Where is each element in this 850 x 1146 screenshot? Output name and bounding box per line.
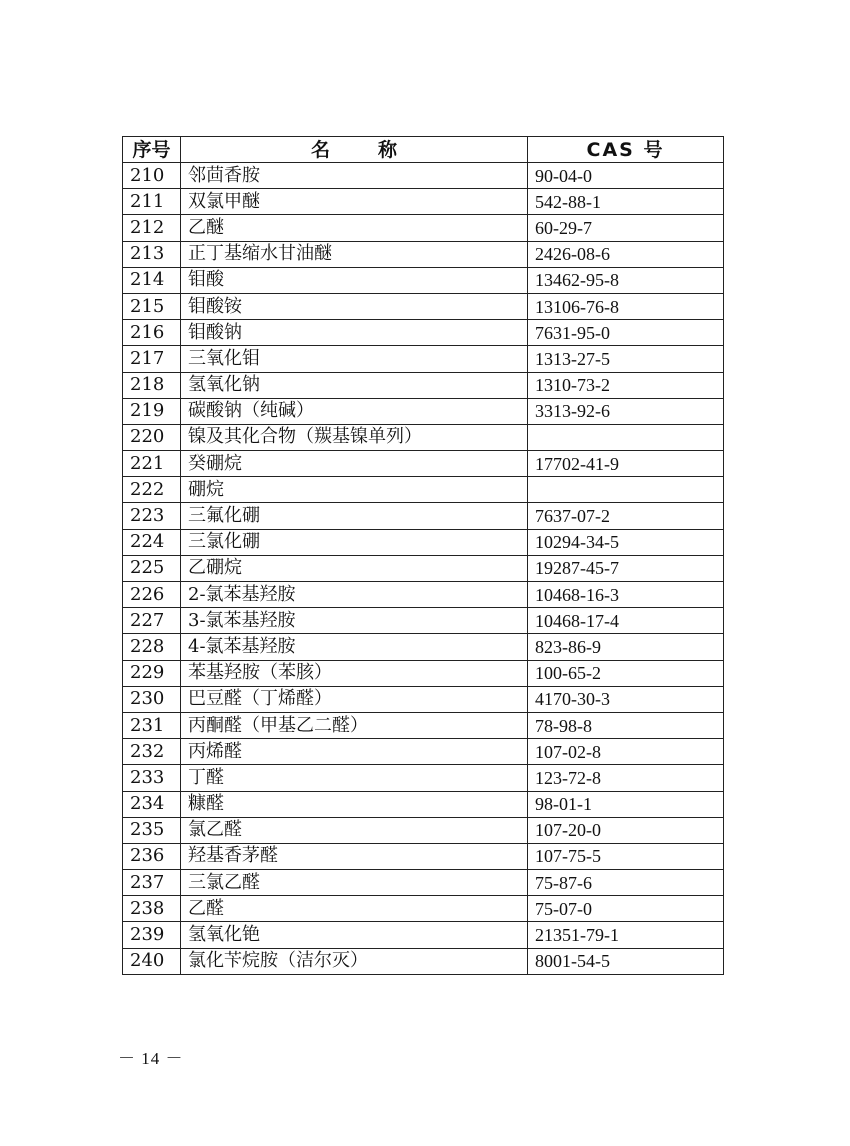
table-body <box>123 163 724 975</box>
chemical-name: 巴豆醛（丁烯醛） <box>181 686 528 712</box>
table-row <box>123 791 724 817</box>
row-number: 228 <box>123 634 181 660</box>
cas-number: 17702-41-9 <box>528 451 724 477</box>
table-row <box>123 477 724 503</box>
table-row <box>123 634 724 660</box>
chemical-name: 丙烯醛 <box>181 739 528 765</box>
cas-number: 98-01-1 <box>528 791 724 817</box>
chemical-name: 镍及其化合物（羰基镍单列） <box>181 424 528 450</box>
cas-number: 823-86-9 <box>528 634 724 660</box>
row-number: 238 <box>123 896 181 922</box>
chemical-name: 钼酸 <box>181 267 528 293</box>
table-header-row <box>123 137 724 163</box>
cas-number: 1313-27-5 <box>528 346 724 372</box>
chemical-name: 钼酸钠 <box>181 320 528 346</box>
cas-number: 1310-73-2 <box>528 372 724 398</box>
row-number: 223 <box>123 503 181 529</box>
cas-number: 21351-79-1 <box>528 922 724 948</box>
row-number: 220 <box>123 424 181 450</box>
row-number: 226 <box>123 582 181 608</box>
cas-number: 13106-76-8 <box>528 293 724 319</box>
row-number: 216 <box>123 320 181 346</box>
row-number: 219 <box>123 398 181 424</box>
table-row <box>123 817 724 843</box>
chemical-name: 正丁基缩水甘油醚 <box>181 241 528 267</box>
cas-number: 10468-16-3 <box>528 582 724 608</box>
row-number: 240 <box>123 948 181 974</box>
row-number: 230 <box>123 686 181 712</box>
cas-number: 60-29-7 <box>528 215 724 241</box>
table-row <box>123 503 724 529</box>
cas-number: 2426-08-6 <box>528 241 724 267</box>
cas-number: 8001-54-5 <box>528 948 724 974</box>
chemical-name: 钼酸铵 <box>181 293 528 319</box>
chemical-name: 丁醛 <box>181 765 528 791</box>
chemical-name: 丙酮醛（甲基乙二醛） <box>181 712 528 738</box>
header-name: 名称 <box>181 137 528 163</box>
table-row <box>123 712 724 738</box>
cas-number: 7631-95-0 <box>528 320 724 346</box>
table-row <box>123 215 724 241</box>
chemical-name: 氯乙醛 <box>181 817 528 843</box>
row-number: 231 <box>123 712 181 738</box>
chemical-table <box>122 136 724 975</box>
table-row <box>123 189 724 215</box>
header-no: 序号 <box>123 137 181 163</box>
table-row <box>123 765 724 791</box>
row-number: 217 <box>123 346 181 372</box>
row-number: 221 <box>123 451 181 477</box>
row-number: 229 <box>123 660 181 686</box>
cas-number: 90-04-0 <box>528 163 724 189</box>
table-row <box>123 372 724 398</box>
chemical-name: 三氟化硼 <box>181 503 528 529</box>
row-number: 224 <box>123 529 181 555</box>
chemical-name: 三氯乙醛 <box>181 870 528 896</box>
cas-number: 3313-92-6 <box>528 398 724 424</box>
row-number: 225 <box>123 555 181 581</box>
row-number: 211 <box>123 189 181 215</box>
chemical-name: 氢氧化铯 <box>181 922 528 948</box>
cas-number: 107-20-0 <box>528 817 724 843</box>
table-row <box>123 529 724 555</box>
chemical-name: 糠醛 <box>181 791 528 817</box>
chemical-name: 乙硼烷 <box>181 555 528 581</box>
page-number: － 14 － <box>118 1049 184 1068</box>
row-number: 236 <box>123 843 181 869</box>
cas-number: 78-98-8 <box>528 712 724 738</box>
table-row <box>123 241 724 267</box>
chemical-name: 氯化苄烷胺（洁尔灭） <box>181 948 528 974</box>
cas-number: 107-75-5 <box>528 843 724 869</box>
cas-number: 10294-34-5 <box>528 529 724 555</box>
cas-number: 542-88-1 <box>528 189 724 215</box>
cas-number: 7637-07-2 <box>528 503 724 529</box>
table-row <box>123 398 724 424</box>
table-row <box>123 843 724 869</box>
row-number: 212 <box>123 215 181 241</box>
row-number: 239 <box>123 922 181 948</box>
table-row <box>123 582 724 608</box>
header-cas: CAS 号 <box>528 137 724 163</box>
cas-number: 123-72-8 <box>528 765 724 791</box>
row-number: 235 <box>123 817 181 843</box>
cas-number: 107-02-8 <box>528 739 724 765</box>
chemical-name: 碳酸钠（纯碱） <box>181 398 528 424</box>
chemical-name: 三氯化硼 <box>181 529 528 555</box>
chemical-name: 乙醚 <box>181 215 528 241</box>
chemical-name: 三氧化钼 <box>181 346 528 372</box>
cas-number: 4170-30-3 <box>528 686 724 712</box>
cas-number: 10468-17-4 <box>528 608 724 634</box>
chemical-name: 双氯甲醚 <box>181 189 528 215</box>
table-row <box>123 451 724 477</box>
table-row <box>123 870 724 896</box>
table-row <box>123 922 724 948</box>
cas-number: 100-65-2 <box>528 660 724 686</box>
row-number: 237 <box>123 870 181 896</box>
row-number: 227 <box>123 608 181 634</box>
table-row <box>123 739 724 765</box>
chemical-name: 邻茴香胺 <box>181 163 528 189</box>
chemical-name: 2-氯苯基羟胺 <box>181 582 528 608</box>
row-number: 234 <box>123 791 181 817</box>
chemical-name: 3-氯苯基羟胺 <box>181 608 528 634</box>
cas-number <box>528 477 724 503</box>
row-number: 214 <box>123 267 181 293</box>
chemical-name: 苯基羟胺（苯胲） <box>181 660 528 686</box>
cas-number: 19287-45-7 <box>528 555 724 581</box>
row-number: 222 <box>123 477 181 503</box>
table-row <box>123 608 724 634</box>
row-number: 233 <box>123 765 181 791</box>
cas-number: 13462-95-8 <box>528 267 724 293</box>
cas-number <box>528 424 724 450</box>
row-number: 213 <box>123 241 181 267</box>
cas-number: 75-07-0 <box>528 896 724 922</box>
row-number: 232 <box>123 739 181 765</box>
table-row <box>123 320 724 346</box>
row-number: 218 <box>123 372 181 398</box>
row-number: 210 <box>123 163 181 189</box>
table-row <box>123 686 724 712</box>
chemical-name: 氢氧化钠 <box>181 372 528 398</box>
table-row <box>123 424 724 450</box>
chemical-name: 硼烷 <box>181 477 528 503</box>
table-row <box>123 896 724 922</box>
table-row <box>123 293 724 319</box>
cas-number: 75-87-6 <box>528 870 724 896</box>
table-row <box>123 555 724 581</box>
table-row <box>123 660 724 686</box>
table-row <box>123 163 724 189</box>
chemical-name: 4-氯苯基羟胺 <box>181 634 528 660</box>
table-row <box>123 346 724 372</box>
chemical-name: 羟基香茅醛 <box>181 843 528 869</box>
chemical-name: 乙醛 <box>181 896 528 922</box>
row-number: 215 <box>123 293 181 319</box>
table-row <box>123 948 724 974</box>
chemical-name: 癸硼烷 <box>181 451 528 477</box>
table-row <box>123 267 724 293</box>
